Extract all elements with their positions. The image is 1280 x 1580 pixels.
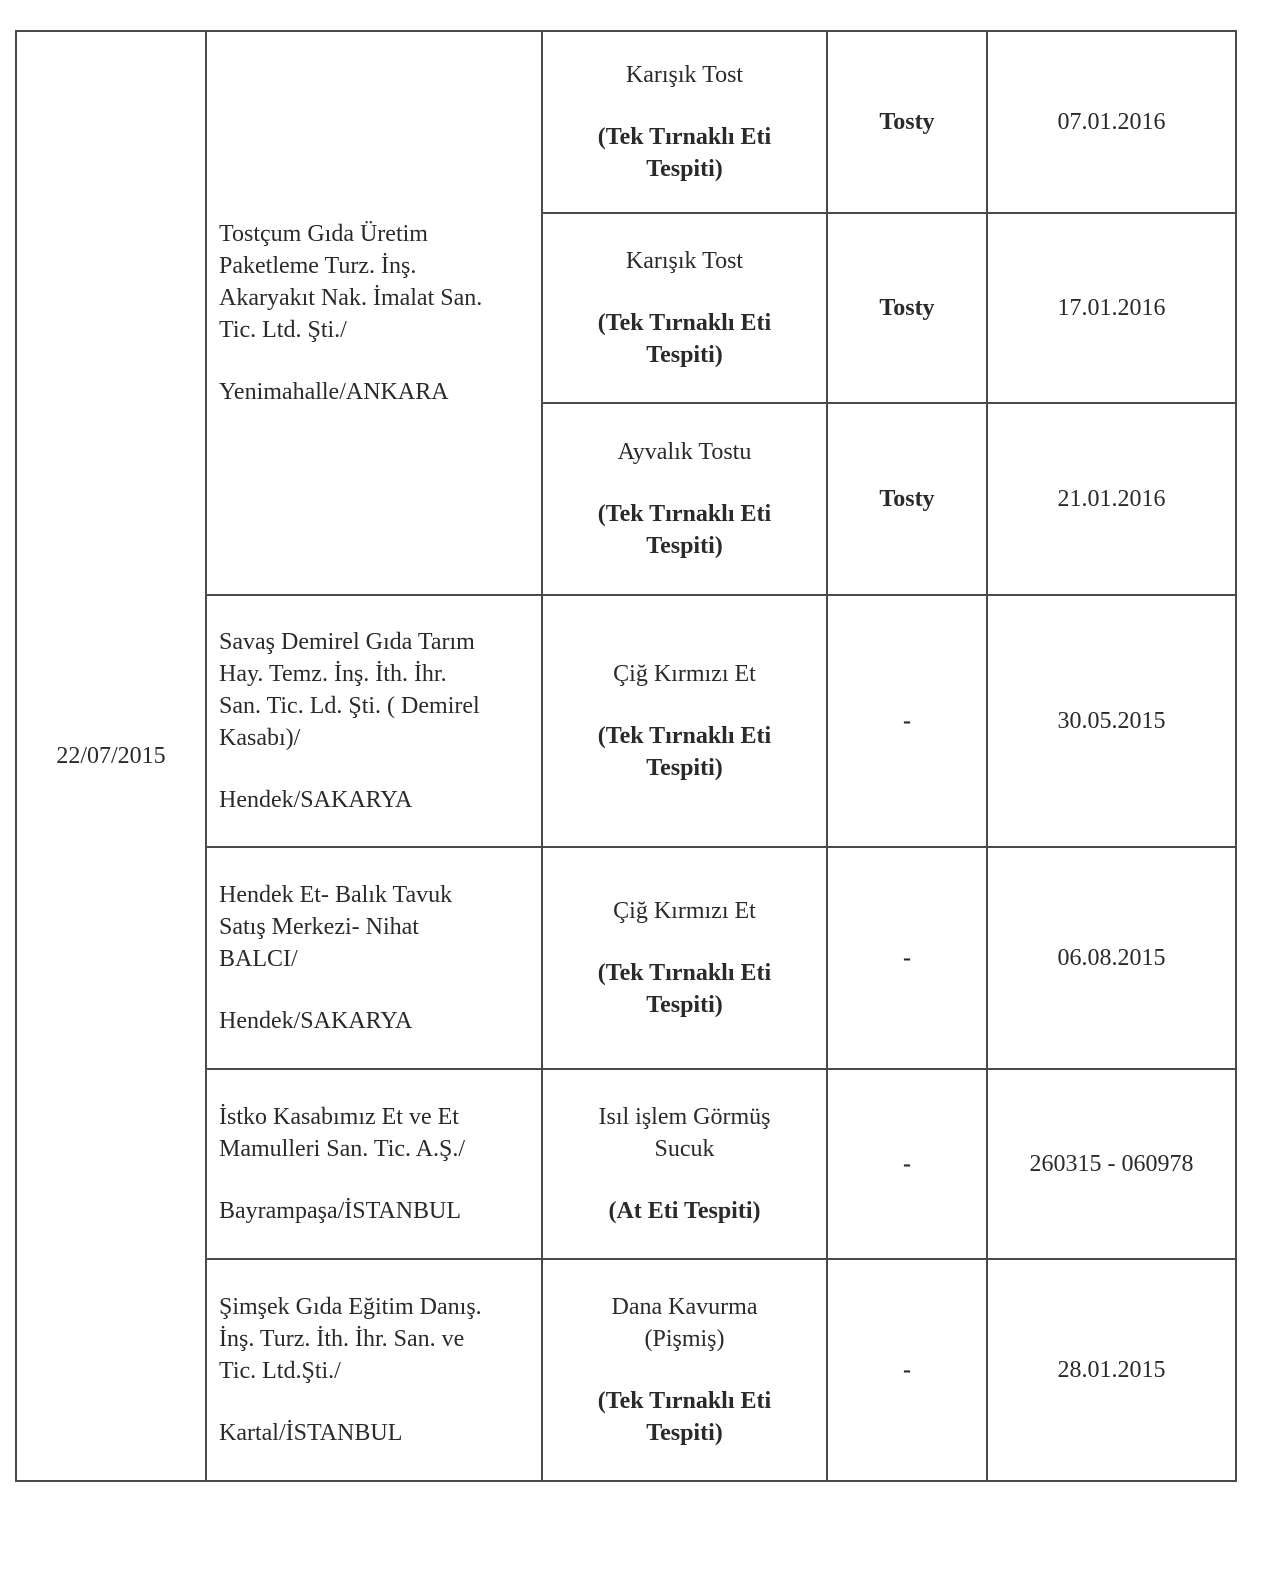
lot-text: 28.01.2015 [1057, 1357, 1166, 1383]
date-cell [16, 31, 206, 1481]
company-name-line: San. Tic. Ld. Şti. ( Demirel [219, 693, 480, 719]
table-row [16, 31, 1236, 213]
brand-cell [827, 595, 987, 847]
lot-cell [987, 1069, 1236, 1259]
product-cell [542, 595, 827, 847]
product-finding: Tespiti) [646, 755, 723, 781]
lot-cell [987, 847, 1236, 1069]
product-finding: (Tek Tırnaklı Eti [597, 124, 772, 150]
brand-cell [827, 1259, 987, 1481]
lot-text: 21.01.2016 [1057, 486, 1166, 512]
lot-cell [987, 213, 1236, 403]
product-name: Ayvalık Tostu [617, 439, 752, 465]
product-name: Çiğ Kırmızı Et [613, 898, 756, 924]
lot-cell [987, 31, 1236, 213]
product-name: Karışık Tost [625, 62, 744, 88]
lot-text: 07.01.2016 [1057, 109, 1166, 135]
lot-cell [987, 403, 1236, 595]
company-cell [206, 595, 542, 847]
company-name-line: Tic. Ltd. Şti./ [219, 317, 347, 343]
lot-text: 30.05.2015 [1057, 708, 1166, 734]
product-finding: (Tek Tırnaklı Eti [597, 501, 772, 527]
company-name-line: Tostçum Gıda Üretim [219, 221, 428, 247]
product-finding: Tespiti) [646, 1420, 723, 1446]
company-location: Yenimahalle/ANKARA [219, 379, 449, 405]
product-finding: Tespiti) [646, 342, 723, 368]
product-name: (Pişmiş) [644, 1326, 725, 1352]
brand-text: - [903, 708, 911, 734]
brand-cell [827, 403, 987, 595]
company-name-line: Hendek Et- Balık Tavuk [219, 882, 453, 908]
product-name: Çiğ Kırmızı Et [613, 661, 756, 687]
brand-text: - [903, 1357, 911, 1383]
brand-cell [827, 213, 987, 403]
product-finding: Tespiti) [646, 156, 723, 182]
brand-text: - [903, 1151, 911, 1177]
brand-cell [827, 31, 987, 213]
company-location: Kartal/İSTANBUL [219, 1420, 403, 1446]
product-finding: (Tek Tırnaklı Eti [597, 723, 772, 749]
product-cell [542, 31, 827, 213]
product-finding: Tespiti) [646, 533, 723, 559]
company-name-line: Şimşek Gıda Eğitim Danış. [219, 1294, 482, 1320]
company-location: Hendek/SAKARYA [219, 1008, 413, 1034]
brand-text: - [903, 945, 911, 971]
product-cell [542, 1069, 827, 1259]
lot-cell [987, 1259, 1236, 1481]
product-cell [542, 403, 827, 595]
lot-text: 17.01.2016 [1057, 295, 1166, 321]
product-finding: (At Eti Tespiti) [608, 1198, 761, 1224]
product-finding: Tespiti) [646, 992, 723, 1018]
company-name-line: Mamulleri San. Tic. A.Ş./ [219, 1136, 466, 1162]
lot-text: 06.08.2015 [1057, 945, 1166, 971]
company-location: Hendek/SAKARYA [219, 787, 413, 813]
product-cell [542, 847, 827, 1069]
product-cell [542, 1259, 827, 1481]
brand-text: Tosty [879, 295, 935, 321]
company-name-line: Satış Merkezi- Nihat [219, 914, 419, 940]
date-text: 22/07/2015 [56, 743, 166, 769]
company-location: Bayrampaşa/İSTANBUL [219, 1198, 462, 1224]
brand-text: Tosty [879, 486, 935, 512]
company-name-line: Tic. Ltd.Şti./ [219, 1358, 341, 1384]
company-name-line: Savaş Demirel Gıda Tarım [219, 629, 475, 655]
company-cell [206, 847, 542, 1069]
company-name-line: İstko Kasabımız Et ve Et [219, 1104, 459, 1130]
results-table [15, 30, 1237, 1482]
product-finding: (Tek Tırnaklı Eti [597, 1388, 772, 1414]
company-name-line: İnş. Turz. İth. İhr. San. ve [219, 1326, 465, 1352]
brand-cell [827, 847, 987, 1069]
company-name-line: Kasabı)/ [219, 725, 301, 751]
brand-text: Tosty [879, 109, 935, 135]
product-cell [542, 213, 827, 403]
product-name: Isıl işlem Görmüş [598, 1104, 771, 1130]
company-name-line: BALCI/ [219, 946, 298, 972]
company-cell [206, 1259, 542, 1481]
product-finding: (Tek Tırnaklı Eti [597, 310, 772, 336]
product-name: Sucuk [654, 1136, 715, 1162]
product-finding: (Tek Tırnaklı Eti [597, 960, 772, 986]
company-name-line: Paketleme Turz. İnş. [219, 253, 417, 279]
lot-cell [987, 595, 1236, 847]
product-name: Karışık Tost [625, 248, 744, 274]
product-name: Dana Kavurma [611, 1294, 758, 1320]
company-cell [206, 1069, 542, 1259]
company-cell [206, 31, 542, 595]
brand-cell [827, 1069, 987, 1259]
company-name-line: Akaryakıt Nak. İmalat San. [219, 285, 483, 311]
company-name-line: Hay. Temz. İnş. İth. İhr. [219, 661, 447, 687]
lot-text: 260315 - 060978 [1029, 1151, 1194, 1177]
